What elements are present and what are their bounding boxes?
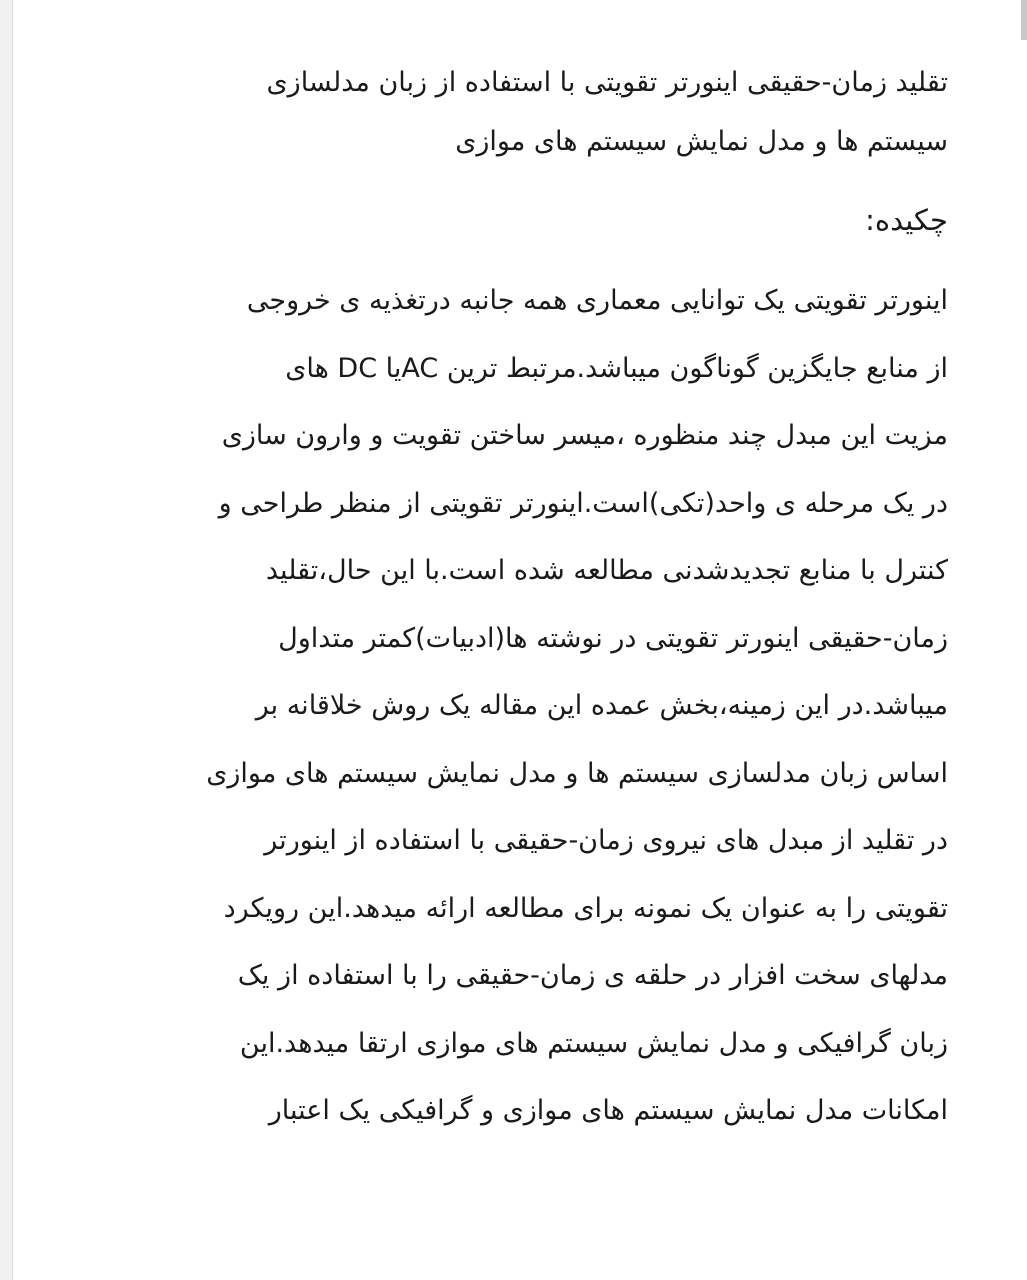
abstract-line: زمان-حقیقی اینورتر تقویتی در نوشته ها(ادبیات)کمتر متداول <box>278 622 948 654</box>
abstract-line: امکانات مدل نمایش سیستم های موازی و گرافیکی یک اعتبار <box>268 1095 948 1126</box>
abstract-line: اساس زبان مدلسازی سیستم ها و مدل نمایش سیستم های موازی <box>206 757 948 789</box>
abstract-line: در یک مرحله ی واحد(تکی)است.اینورتر تقویتی از منظر طراحی و <box>218 487 948 519</box>
page-left-edge <box>0 0 13 1280</box>
abstract-line: کنترل با منابع تجدیدشدنی مطالعه شده است.با این حال،تقلید <box>265 555 948 586</box>
abstract-line: میباشد.در این زمینه،بخش عمده این مقاله یک روش خلاقانه بر <box>255 690 948 721</box>
abstract-line: مدلهای سخت افزار در حلقه ی زمان-حقیقی را با استفاده از یک <box>237 960 948 991</box>
scrollbar-thumb[interactable] <box>1021 0 1027 40</box>
document-body <box>150 58 948 1154</box>
abstract-line: در تقلید از مبدل های نیروی زمان-حقیقی با استفاده از اینورتر <box>264 825 948 856</box>
abstract-line: مزیت این مبدل چند منظوره ،میسر ساختن تقویت و وارون سازی <box>221 420 948 451</box>
abstract-heading: چکیده: <box>865 203 948 237</box>
abstract-line: زبان گرافیکی و مدل نمایش سیستم های موازی ارتقا میدهد.این <box>239 1027 948 1059</box>
title-line: تقلید زمان-حقیقی اینورتر تقویتی با استفاده از زبان مدلسازی <box>266 67 948 98</box>
vertical-scrollbar[interactable] <box>1021 0 1027 1280</box>
title-line: سیستم ها و مدل نمایش سیستم های موازی <box>455 126 948 157</box>
abstract-line: تقویتی را به عنوان یک نمونه برای مطالعه ارائه میدهد.این رویکرد <box>223 892 948 924</box>
abstract-line: از منابع جایگزین گوناگون میباشد.مرتبط ترین ACیا DC های <box>285 352 948 384</box>
abstract-line: اینورتر تقویتی یک توانایی معماری همه جانبه درتغذیه ی خروجی <box>246 285 948 316</box>
